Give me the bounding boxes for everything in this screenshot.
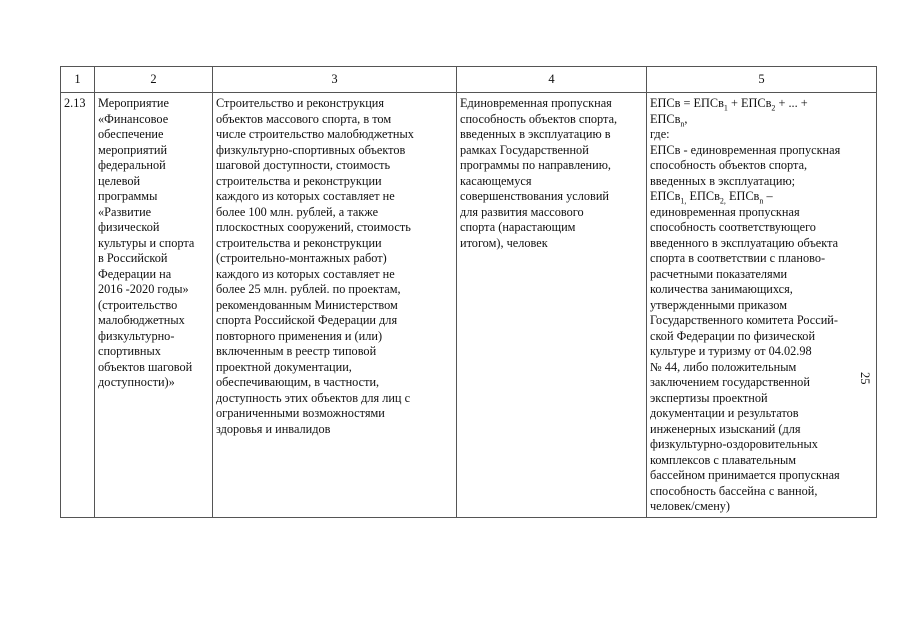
event-name-cell: Мероприятие «Финансовое обеспечение мероприятий федеральной целевой программы «Развитие физической культуры и спорта в Российской Федерации на 2016 -2020 годы» (строительство малобюджетных физкультурно- спортивных объектов шаговой доступности)»: [95, 93, 213, 518]
indicator-name-cell: Единовременная пропускная способность объектов спорта, введенных в эксплуатацию в рамках Государственной программы по направлению, касающемуся совершенствования условий для развития массового спорта (нарастающим итогом), человек: [457, 93, 647, 518]
item-number-cell: 2.13: [61, 93, 95, 518]
formula: ЕПСв = ЕПСв$_1$ + ЕПСв$_2$ + ... + ЕПСв$_n$,: [650, 96, 808, 128]
header-cell-4: 4: [457, 67, 647, 93]
header-cell-1: 1: [61, 67, 95, 93]
header-cell-2: 2: [95, 67, 213, 93]
indicator-table: [60, 66, 877, 518]
definition-components-symbols: ЕПСв$_{1,}$ ЕПСв$_{2,}$ ЕПСв$_n$ –: [650, 189, 773, 206]
event-description-cell: Строительство и реконструкция объектов массового спорта, в том числе строительство малобюджетных физкультурно-спортивных объектов шаговой доступности, стоимость строительства и реконструкции каждого из которых составляет не более 100 млн. рублей, а также плоскостных сооружений, стоимость строительства и реконструкции (строительно-монтажных работ) каждого из которых составляет не более 25 млн. рублей. по проектам, рекомендованным Министерством спорта Российской Федерации для повторного применения и (или) включенным в реестр типовой проектной документации, обеспечивающим, в частности, доступность этих объектов для лиц с ограниченными возможностями здоровья и инвалидов: [213, 93, 457, 518]
table-row: [61, 93, 877, 518]
page-number: 25: [858, 372, 872, 385]
table-header-row: [61, 67, 877, 93]
header-cell-3: 3: [213, 67, 457, 93]
definition-components: единовременная пропускная способность соответствующего введенного в эксплуатацию объекта спорта в соответствии с планово- расчетными показателями количества занимающихся, утвержденными приказом Государственного комитета Россий- ской Федерации по физической культуре и туризму от 04.02.98 № 44, либо положительным заключением государственной экспертизы проектной документации и результатов инженерных изысканий (для физкультурно-оздоровительных комплексов с плавательным бассейном принимается пропускная способность бассейна с ванной, человек/смену): [650, 204, 840, 513]
where-label: где:: [650, 127, 670, 141]
definition-total: ЕПСв - единовременная пропускная способность объектов спорта, введенных в эксплуатацию;: [650, 142, 841, 188]
header-cell-5: 5: [647, 67, 877, 93]
calculation-method-cell: [647, 93, 877, 518]
